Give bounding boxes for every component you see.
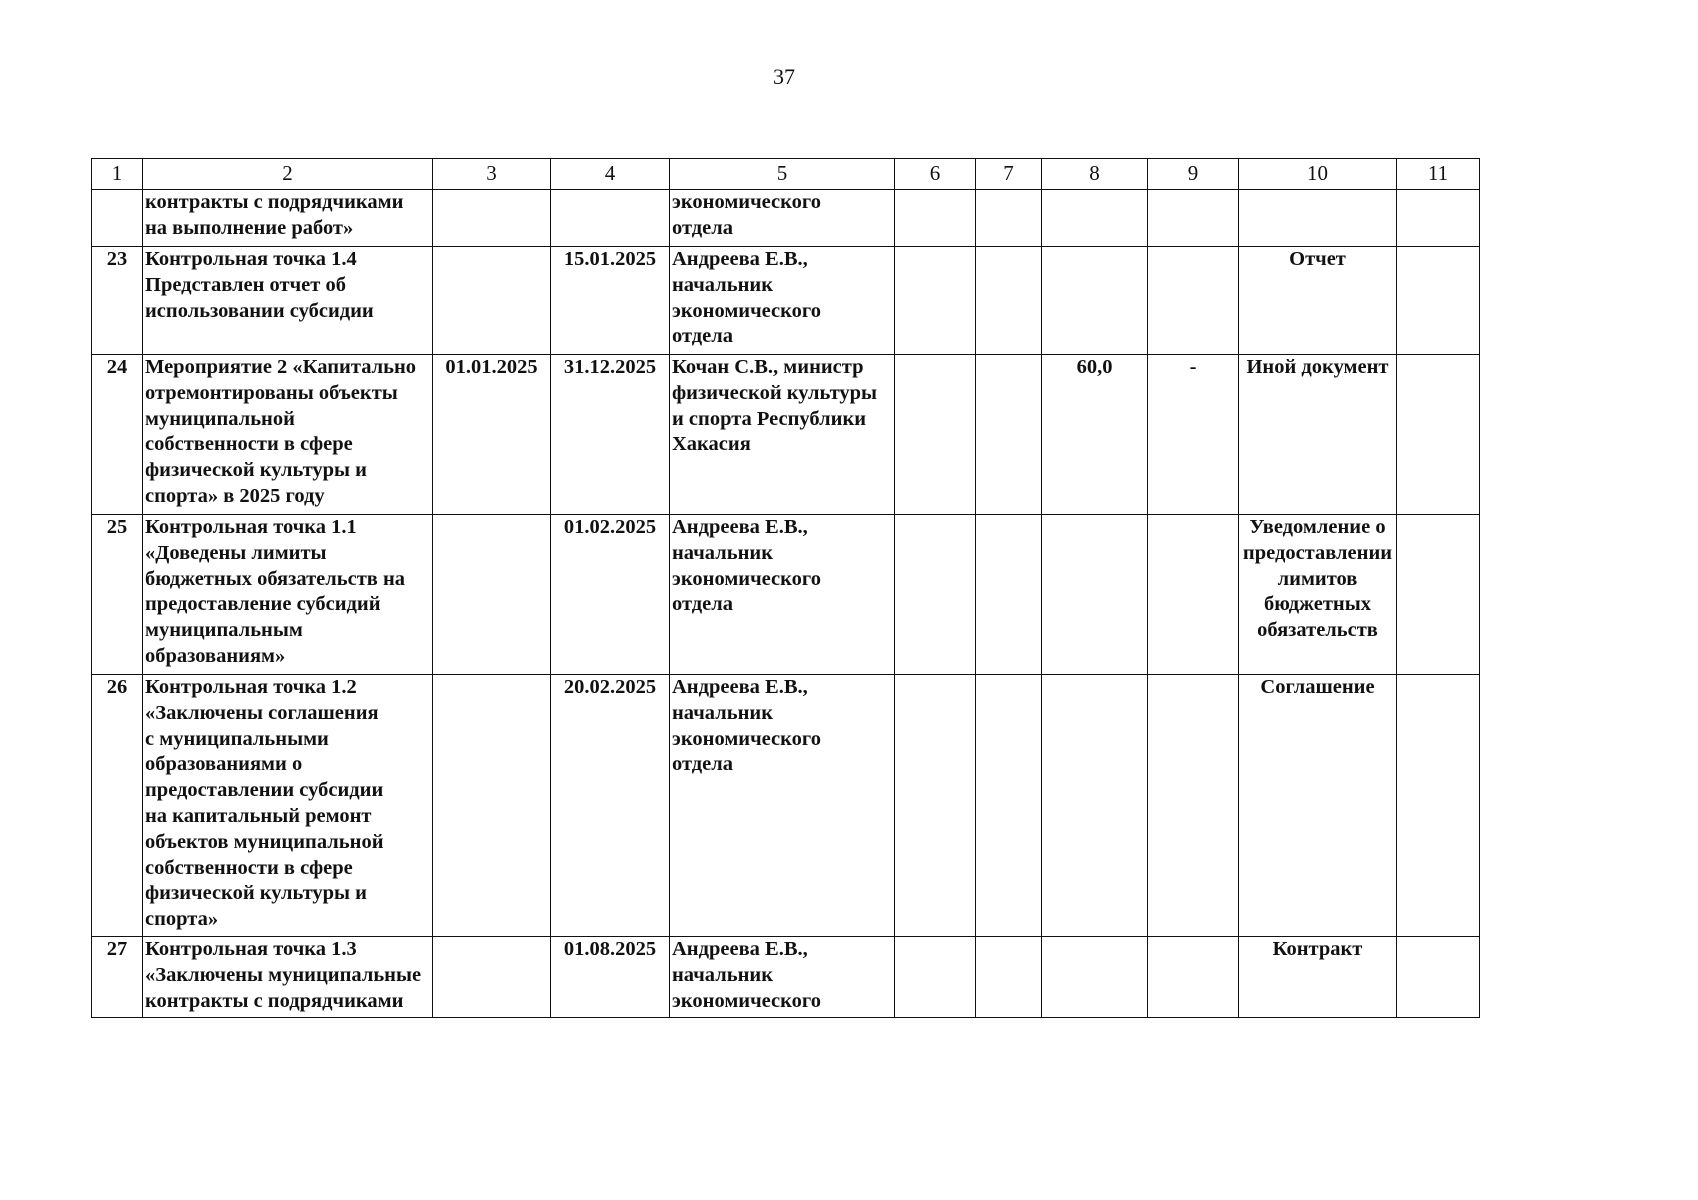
plan-table	[91, 158, 1480, 1018]
column-header: 9	[1148, 159, 1239, 190]
row-number-cell: 25	[92, 515, 143, 675]
document-type-cell: Соглашение	[1239, 675, 1397, 937]
col7-cell	[976, 675, 1042, 937]
document-type-cell: Иной документ	[1239, 355, 1397, 515]
col6-cell	[895, 247, 976, 355]
column-header: 6	[895, 159, 976, 190]
end-date-cell: 31.12.2025	[551, 355, 670, 515]
row-number-cell: 26	[92, 675, 143, 937]
column-header: 11	[1397, 159, 1480, 190]
activity-name-cell: Мероприятие 2 «Капитально отремонтированы объекты муниципальной собственности в сфере физической культуры и спорта» в 2025 году	[143, 355, 433, 515]
col11-cell	[1397, 675, 1480, 937]
activity-name-cell: контракты с подрядчиками на выполнение работ»	[143, 190, 433, 247]
column-header: 3	[433, 159, 551, 190]
col8-cell	[1042, 515, 1148, 675]
col8-cell	[1042, 675, 1148, 937]
document-type-cell: Контракт	[1239, 937, 1397, 1018]
col9-cell	[1148, 515, 1239, 675]
start-date-cell	[433, 515, 551, 675]
document-type-cell: Уведомление о предоставлении лимитов бюджетных обязательств	[1239, 515, 1397, 675]
col8-cell	[1042, 937, 1148, 1018]
activity-name-cell: Контрольная точка 1.4 Представлен отчет об использовании субсидии	[143, 247, 433, 355]
column-header: 1	[92, 159, 143, 190]
start-date-cell	[433, 247, 551, 355]
col11-cell	[1397, 247, 1480, 355]
col6-cell	[895, 190, 976, 247]
col11-cell	[1397, 190, 1480, 247]
start-date-cell	[433, 190, 551, 247]
end-date-cell: 15.01.2025	[551, 247, 670, 355]
responsible-cell: Андреева Е.В., начальник экономического	[670, 937, 895, 1018]
col11-cell	[1397, 515, 1480, 675]
responsible-cell: экономического отдела	[670, 190, 895, 247]
col7-cell	[976, 515, 1042, 675]
column-header: 7	[976, 159, 1042, 190]
column-header: 2	[143, 159, 433, 190]
end-date-cell	[551, 190, 670, 247]
col8-cell	[1042, 247, 1148, 355]
table-row	[92, 355, 1480, 515]
col9-cell	[1148, 247, 1239, 355]
row-number-cell: 23	[92, 247, 143, 355]
activity-name-cell: Контрольная точка 1.2 «Заключены соглашения с муниципальными образованиями о предоставлении субсидии на капитальный ремонт объектов муниципальной собственности в сфере физической культуры и спорта»	[143, 675, 433, 937]
col6-cell	[895, 675, 976, 937]
responsible-cell: Андреева Е.В., начальник экономического отдела	[670, 675, 895, 937]
document-type-cell: Отчет	[1239, 247, 1397, 355]
col7-cell	[976, 355, 1042, 515]
row-number-cell	[92, 190, 143, 247]
row-number-cell: 24	[92, 355, 143, 515]
column-header: 10	[1239, 159, 1397, 190]
responsible-cell: Кочан С.В., министр физической культуры и спорта Республики Хакасия	[670, 355, 895, 515]
col9-cell: -	[1148, 355, 1239, 515]
table-row	[92, 190, 1480, 247]
row-number-cell: 27	[92, 937, 143, 1018]
responsible-cell: Андреева Е.В., начальник экономического отдела	[670, 247, 895, 355]
col9-cell	[1148, 190, 1239, 247]
activity-name-cell: Контрольная точка 1.1 «Доведены лимиты бюджетных обязательств на предоставление субсидий муниципальным образованиям»	[143, 515, 433, 675]
col8-cell	[1042, 190, 1148, 247]
table-row	[92, 247, 1480, 355]
column-header: 4	[551, 159, 670, 190]
column-header: 8	[1042, 159, 1148, 190]
col6-cell	[895, 937, 976, 1018]
end-date-cell: 20.02.2025	[551, 675, 670, 937]
document-type-cell	[1239, 190, 1397, 247]
column-header: 5	[670, 159, 895, 190]
col9-cell	[1148, 675, 1239, 937]
start-date-cell	[433, 675, 551, 937]
col11-cell	[1397, 355, 1480, 515]
col6-cell	[895, 515, 976, 675]
page-number: 37	[773, 64, 795, 89]
col9-cell	[1148, 937, 1239, 1018]
activity-name-cell: Контрольная точка 1.3 «Заключены муниципальные контракты с подрядчиками	[143, 937, 433, 1018]
end-date-cell: 01.08.2025	[551, 937, 670, 1018]
col7-cell	[976, 247, 1042, 355]
responsible-cell: Андреева Е.В., начальник экономического отдела	[670, 515, 895, 675]
start-date-cell: 01.01.2025	[433, 355, 551, 515]
col6-cell	[895, 355, 976, 515]
table-row	[92, 515, 1480, 675]
col7-cell	[976, 190, 1042, 247]
start-date-cell	[433, 937, 551, 1018]
end-date-cell: 01.02.2025	[551, 515, 670, 675]
col7-cell	[976, 937, 1042, 1018]
col8-cell: 60,0	[1042, 355, 1148, 515]
table-row	[92, 675, 1480, 937]
col11-cell	[1397, 937, 1480, 1018]
table-row	[92, 937, 1480, 1018]
header-row	[92, 159, 1480, 190]
